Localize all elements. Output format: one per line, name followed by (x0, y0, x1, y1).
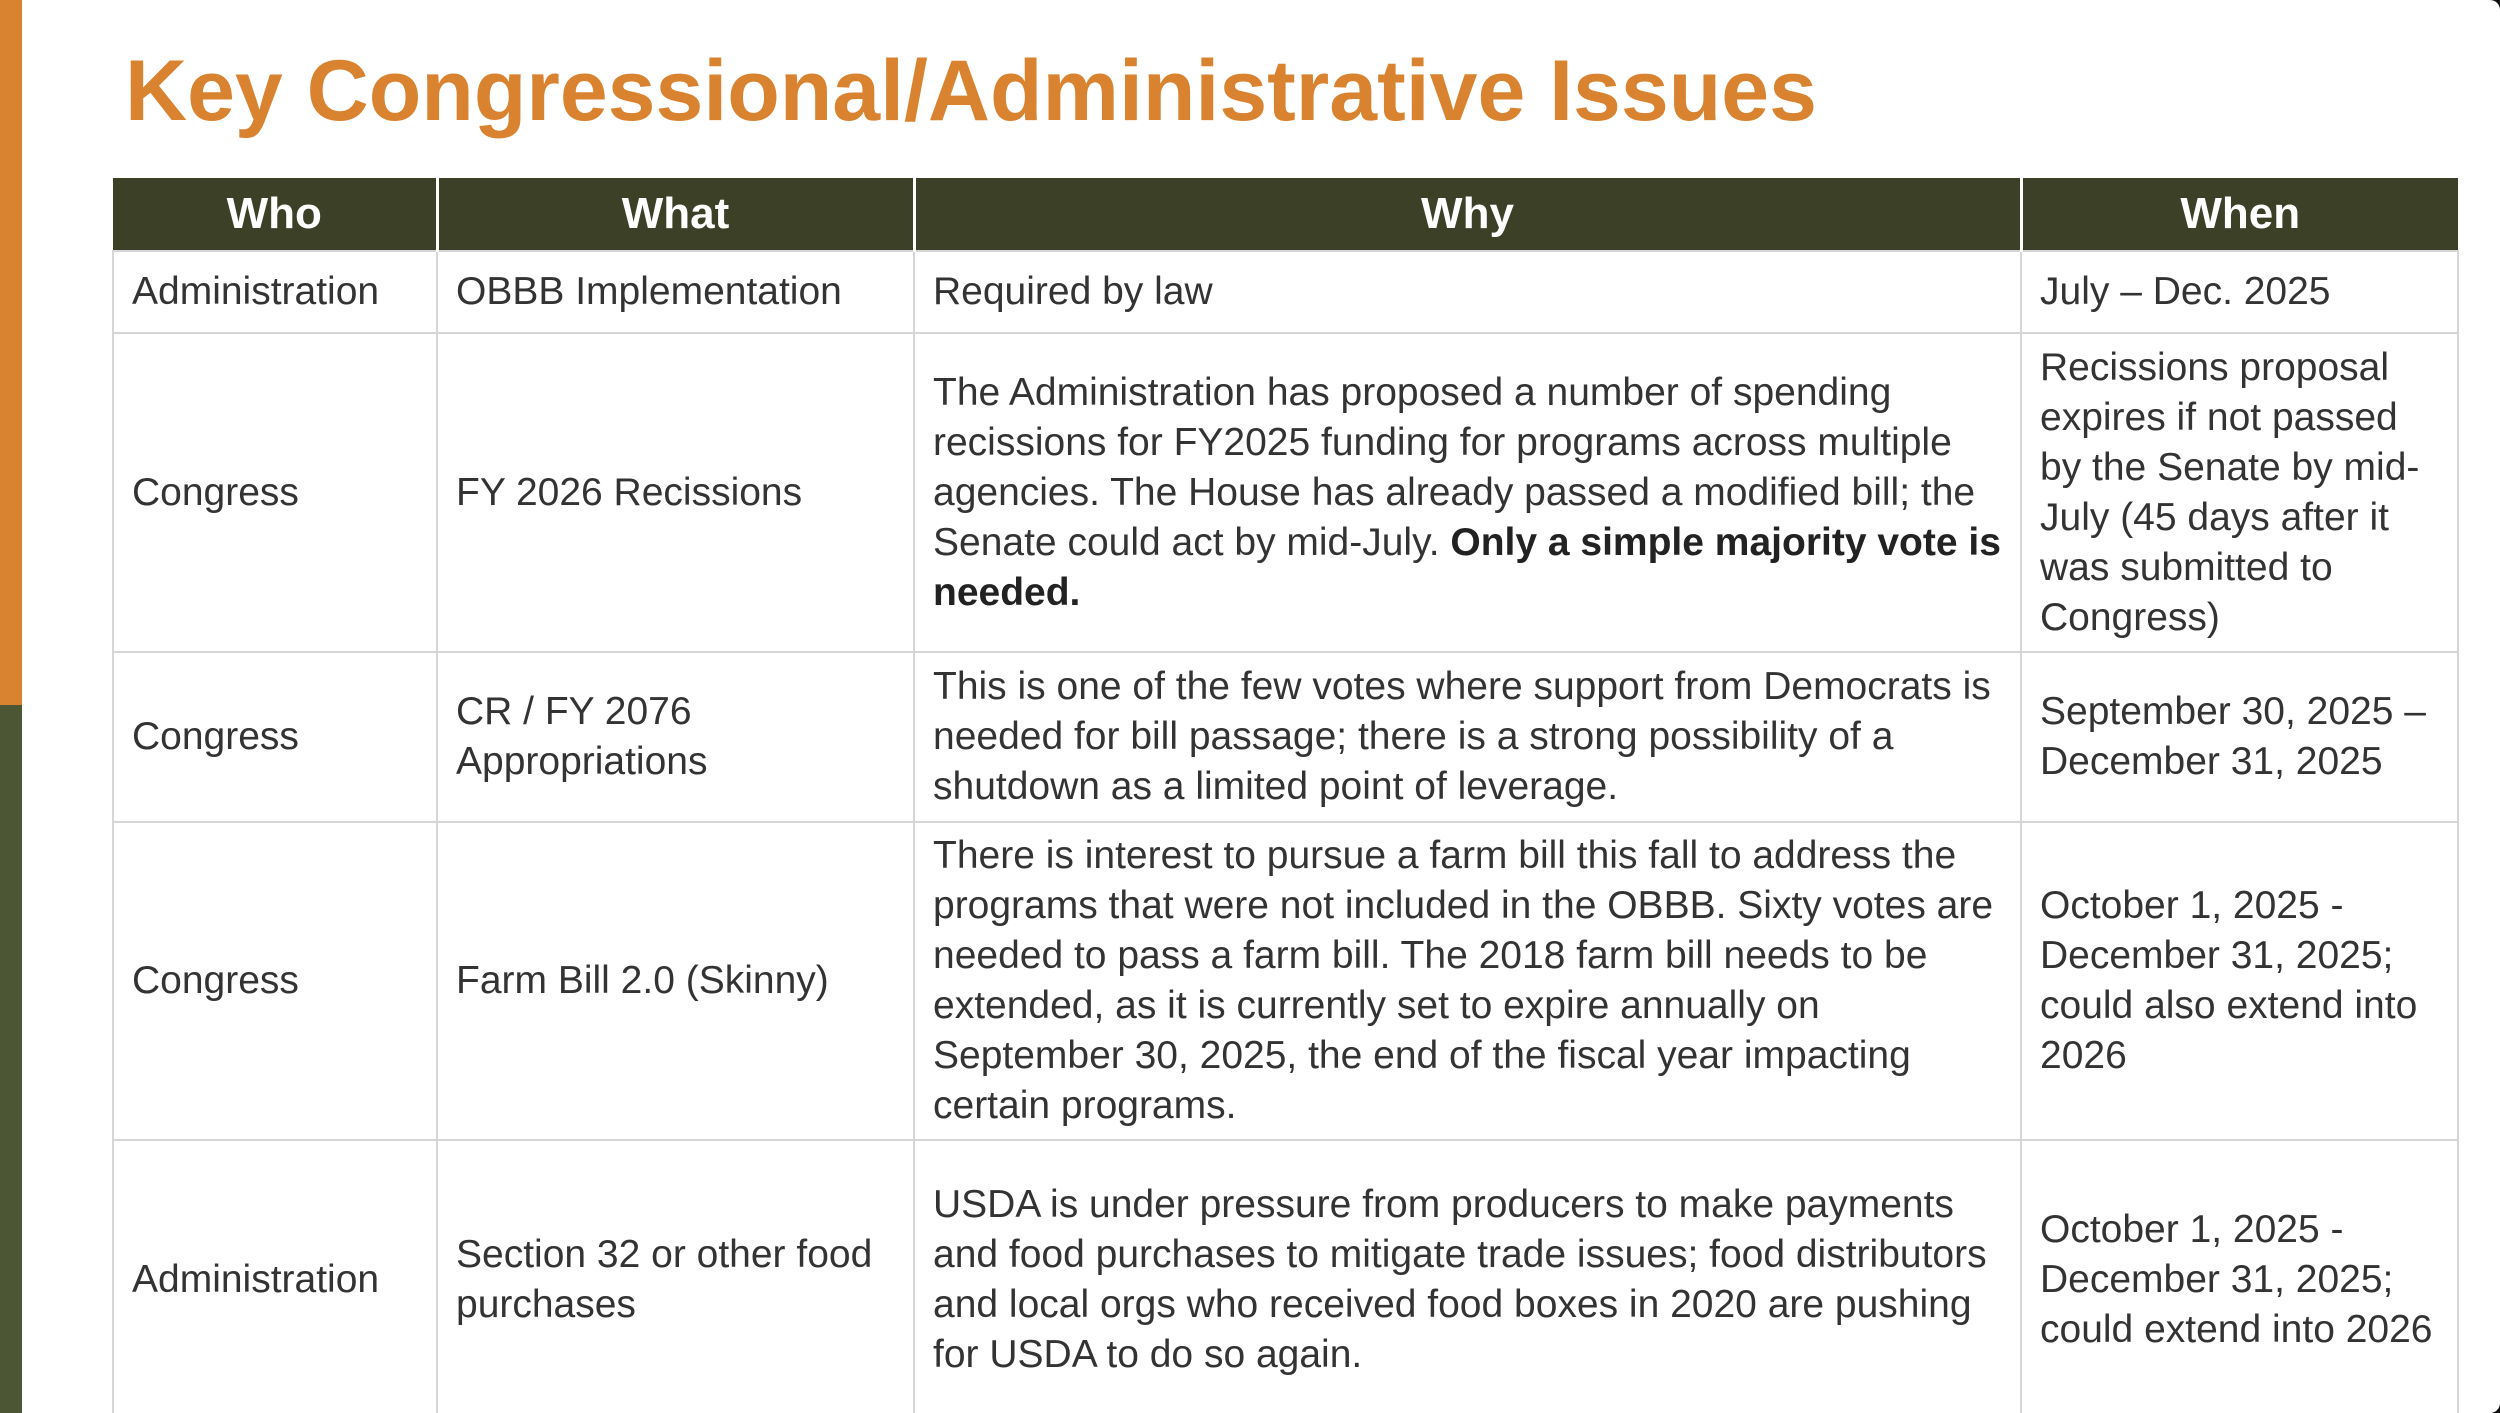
why-text: USDA is under pressure from producers to make payments and food purchases to mitigate trade issues; food distributors and local orgs who received food boxes in 2020 are pushing for USDA to do so again. (933, 1183, 1987, 1376)
header-who: Who (113, 178, 437, 251)
header-what: What (437, 178, 914, 251)
why-text: The Administration has proposed a number of spending recissions for FY2025 funding for programs across multiple agencies. The House has already passed a modified bill; the Senate could act by mid-July. (933, 370, 1976, 564)
cell-what: OBBB Implementation (437, 251, 914, 333)
cell-what: FY 2026 Recissions (437, 333, 914, 652)
why-text: This is one of the few votes where support from Democrats is needed for bill passage; there is a strong possibility of a shutdown as a limited point of leverage. (933, 665, 1991, 808)
cell-who: Congress (113, 822, 437, 1140)
cell-when: October 1, 2025 - December 31, 2025; could extend into 2026 (2021, 1140, 2458, 1413)
cell-what: Section 32 or other food purchases (437, 1140, 914, 1413)
cell-why (914, 251, 2021, 333)
cell-when: July – Dec. 2025 (2021, 251, 2458, 333)
cell-who: Congress (113, 652, 437, 822)
why-emphasis: Only a simple majority vote is needed. (933, 520, 2001, 614)
table-row (113, 333, 2458, 652)
why-text: There is interest to pursue a farm bill this fall to address the programs that were not included in the OBBB. Sixty votes are needed to pass a farm bill. The 2018 farm bill needs to be extended, as it is currently set to expire annually on September 30, 2025, the end of the fiscal year impacting certain programs. (933, 834, 1994, 1127)
why-text: Required by law (933, 270, 1213, 313)
cell-when: September 30, 2025 – December 31, 2025 (2021, 652, 2458, 822)
table-header-row (113, 178, 2458, 251)
side-bar-accent (0, 0, 22, 705)
table-row (113, 1140, 2458, 1413)
cell-why (914, 652, 2021, 822)
cell-why (914, 1140, 2021, 1413)
cell-when: October 1, 2025 - December 31, 2025; could also extend into 2026 (2021, 822, 2458, 1140)
cell-why (914, 822, 2021, 1140)
cell-what: CR / FY 2076 Appropriations (437, 652, 914, 822)
slide-title: Key Congressional/Administrative Issues (125, 43, 1817, 139)
side-bar-lower (0, 705, 22, 1413)
header-why: Why (914, 178, 2021, 251)
header-when: When (2021, 178, 2458, 251)
cell-when: Recissions proposal expires if not passed by the Senate by mid-July (45 days after it was submitted to Congress) (2021, 333, 2458, 652)
cell-what: Farm Bill 2.0 (Skinny) (437, 822, 914, 1140)
cell-why (914, 333, 2021, 652)
issues-table (112, 178, 2459, 1413)
cell-who: Administration (113, 251, 437, 333)
table-row (113, 652, 2458, 822)
cell-who: Administration (113, 1140, 437, 1413)
cell-who: Congress (113, 333, 437, 652)
table-row (113, 822, 2458, 1140)
table-row (113, 251, 2458, 333)
